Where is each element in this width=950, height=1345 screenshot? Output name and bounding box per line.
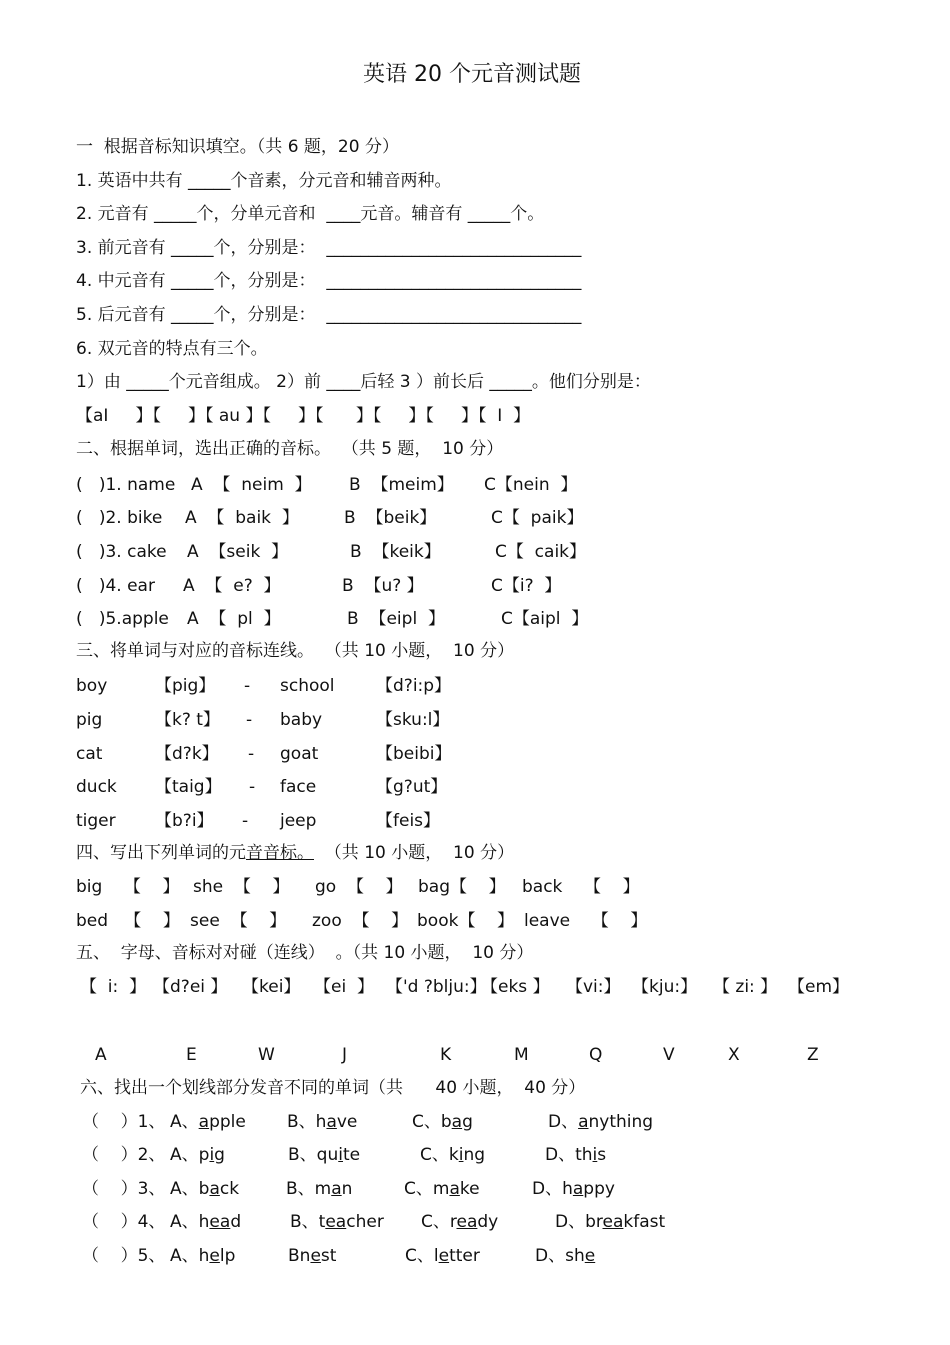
match-phonetic: 【b?i】 bbox=[155, 811, 214, 831]
option-letter: C、 bbox=[420, 1145, 449, 1165]
underlined-part: e bbox=[310, 1246, 321, 1266]
question-label: ( )2. bike bbox=[76, 508, 163, 528]
phonetic-item: 【eks 】 bbox=[481, 977, 550, 997]
match-phonetic: 【d?k】 bbox=[155, 744, 219, 764]
option-letter: A、 bbox=[170, 1179, 199, 1199]
letter-item: K bbox=[440, 1045, 452, 1065]
phonetic-item: 【'd ?blju:】 bbox=[386, 977, 487, 997]
question-1: 1. 英语中共有 _____个音素，分元音和辅音两种。 bbox=[76, 171, 452, 191]
letter-item: A bbox=[95, 1045, 107, 1065]
word-blank: bed 【 】 bbox=[76, 911, 180, 931]
option-letter: C、 bbox=[404, 1179, 433, 1199]
question-label: ( )3. cake bbox=[76, 542, 167, 562]
match-phonetic: 【g?ut】 bbox=[376, 777, 448, 797]
word-prefix: qu bbox=[316, 1145, 339, 1165]
word-suffix: kfast bbox=[623, 1212, 666, 1232]
underlined-part: ea bbox=[209, 1212, 231, 1232]
option-letter: B、 bbox=[287, 1112, 316, 1132]
match-dash: - bbox=[246, 710, 253, 730]
match-dash: - bbox=[244, 676, 251, 696]
word-suffix: ck bbox=[219, 1179, 240, 1199]
underlined-part: a bbox=[449, 1179, 460, 1199]
option-b: B 【keik】 bbox=[350, 542, 441, 562]
word-option bbox=[170, 1111, 246, 1133]
letter-item: J bbox=[342, 1045, 348, 1065]
match-dash: - bbox=[242, 811, 249, 831]
question-number: （ ）2、 bbox=[82, 1145, 166, 1165]
question-6: 6. 双元音的特点有三个。 bbox=[76, 339, 268, 359]
option-letter: B bbox=[288, 1246, 300, 1266]
option-b: B 【u? 】 bbox=[342, 576, 424, 596]
section1-heading: 一 根据音标知识填空。（共 6 题，20 分） bbox=[76, 137, 399, 157]
word-prefix: m bbox=[432, 1179, 450, 1199]
word-option bbox=[170, 1211, 241, 1233]
word-option bbox=[170, 1144, 225, 1166]
option-letter: A、 bbox=[170, 1145, 199, 1165]
word-suffix: ppy bbox=[583, 1179, 615, 1199]
word-blank: she 【 】 bbox=[193, 877, 290, 897]
match-phonetic: 【taig】 bbox=[155, 777, 222, 797]
word-suffix: dy bbox=[477, 1212, 499, 1232]
match-word: goat bbox=[280, 744, 319, 764]
word-suffix: st bbox=[320, 1246, 337, 1266]
match-word: school bbox=[280, 676, 335, 696]
match-word: face bbox=[280, 777, 317, 797]
word-suffix: g bbox=[214, 1145, 225, 1165]
word-option bbox=[290, 1211, 384, 1233]
question-6-detail: 1）由 _____个元音组成。 2）前 ____后轻 3 ）前长后 _____。他们分别是： bbox=[76, 372, 651, 392]
option-b: B 【eipl 】 bbox=[347, 609, 445, 629]
letter-item: X bbox=[728, 1045, 740, 1065]
match-word: tiger bbox=[76, 811, 116, 831]
match-word: duck bbox=[76, 777, 117, 797]
underlined-part: i bbox=[209, 1145, 215, 1165]
phonetic-item: 【ei 】 bbox=[314, 977, 374, 997]
option-a: A 【 baik 】 bbox=[185, 508, 299, 528]
question-4: 4. 中元音有 _____个，分别是： ______________________________ bbox=[76, 271, 582, 291]
word-option bbox=[532, 1178, 615, 1200]
word-suffix: nything bbox=[588, 1112, 654, 1132]
match-phonetic: 【feis】 bbox=[376, 811, 441, 831]
word-prefix: b bbox=[440, 1112, 452, 1132]
word-option bbox=[405, 1245, 480, 1267]
match-word: boy bbox=[76, 676, 108, 696]
word-prefix: n bbox=[299, 1246, 311, 1266]
phonetic-item: 【d?ei 】 bbox=[153, 977, 228, 997]
question-label: ( )5.apple bbox=[76, 609, 169, 629]
word-blank: book【 】 bbox=[417, 911, 515, 931]
word-blank: big 【 】 bbox=[76, 877, 180, 897]
phonetic-item: 【kei】 bbox=[242, 977, 301, 997]
underlined-part: ea bbox=[456, 1212, 478, 1232]
word-option bbox=[288, 1245, 336, 1267]
option-letter: D、 bbox=[548, 1112, 579, 1132]
phonetic-item: 【 i: 】 bbox=[80, 977, 147, 997]
word-option bbox=[535, 1245, 595, 1267]
match-dash: - bbox=[248, 744, 255, 764]
word-suffix: g bbox=[462, 1112, 473, 1132]
word-suffix: tter bbox=[449, 1246, 480, 1266]
word-option bbox=[545, 1144, 606, 1166]
letter-item: M bbox=[514, 1045, 529, 1065]
word-blank: leave 【 】 bbox=[524, 911, 648, 931]
option-letter: B、 bbox=[290, 1212, 319, 1232]
phonetic-item: 【em】 bbox=[788, 977, 850, 997]
word-prefix: k bbox=[448, 1145, 459, 1165]
word-suffix: n bbox=[341, 1179, 353, 1199]
word-option bbox=[555, 1211, 665, 1233]
question-label: ( )4. ear bbox=[76, 576, 155, 596]
word-suffix: pple bbox=[209, 1112, 246, 1132]
option-b: B 【meim】 bbox=[349, 475, 454, 495]
word-option bbox=[420, 1144, 485, 1166]
underlined-part: ea bbox=[325, 1212, 347, 1232]
word-blank: zoo 【 】 bbox=[312, 911, 409, 931]
section6-heading: 六、找出一个划线部分发音不同的单词（共 40 小题， 40 分） bbox=[80, 1078, 586, 1098]
option-c: C【aipl 】 bbox=[501, 609, 589, 629]
underlined-part: ea bbox=[602, 1212, 624, 1232]
match-phonetic: 【d?i:p】 bbox=[376, 676, 452, 696]
word-prefix: m bbox=[314, 1179, 332, 1199]
word-suffix: ng bbox=[463, 1145, 486, 1165]
option-letter: A、 bbox=[170, 1246, 199, 1266]
question-number: （ ）3、 bbox=[82, 1179, 166, 1199]
word-option bbox=[170, 1245, 235, 1267]
option-c: C【 caik】 bbox=[495, 542, 587, 562]
word-prefix: l bbox=[433, 1246, 439, 1266]
word-option bbox=[170, 1178, 239, 1200]
word-option bbox=[288, 1144, 360, 1166]
question-3: 3. 前元音有 _____个，分别是： ______________________________ bbox=[76, 238, 582, 258]
word-prefix: th bbox=[575, 1145, 593, 1165]
match-word: jeep bbox=[280, 811, 317, 831]
question-number: （ ）4、 bbox=[82, 1212, 166, 1232]
letter-item: Z bbox=[807, 1045, 819, 1065]
match-phonetic: 【sku:l】 bbox=[376, 710, 450, 730]
phonetic-item: 【 zi: 】 bbox=[713, 977, 778, 997]
option-letter: D、 bbox=[532, 1179, 563, 1199]
word-suffix: s bbox=[597, 1145, 607, 1165]
option-a: A 【 e? 】 bbox=[183, 576, 281, 596]
word-option bbox=[404, 1178, 480, 1200]
word-prefix: t bbox=[318, 1212, 326, 1232]
option-letter: C、 bbox=[421, 1212, 450, 1232]
match-phonetic: 【beibi】 bbox=[376, 744, 452, 764]
word-blank: go 【 】 bbox=[315, 877, 403, 897]
option-letter: A、 bbox=[170, 1112, 199, 1132]
section4-heading: 四、写出下列单词的元音音标。 （共 10 小题， 10 分） bbox=[76, 843, 515, 863]
match-phonetic: 【k? t】 bbox=[155, 710, 220, 730]
option-a: A 【 neim 】 bbox=[191, 475, 312, 495]
section3-heading: 三、将单词与对应的音标连线。 （共 10 小题， 10 分） bbox=[76, 641, 515, 661]
underlined-part: e bbox=[438, 1246, 450, 1266]
underlined-part: i bbox=[458, 1145, 464, 1165]
diphthong-brackets: 【aI 】【 】【 au 】【 】【 】【 】【 】【 I 】 bbox=[76, 406, 531, 426]
underlined-part: a bbox=[572, 1179, 584, 1199]
question-5: 5. 后元音有 _____个，分别是： ______________________________ bbox=[76, 305, 582, 325]
option-letter: B、 bbox=[288, 1145, 317, 1165]
word-prefix: h bbox=[562, 1179, 573, 1199]
word-prefix: p bbox=[198, 1145, 210, 1165]
word-prefix: b bbox=[198, 1179, 210, 1199]
match-word: pig bbox=[76, 710, 103, 730]
question-2: 2. 元音有 _____个，分单元音和 ____元音。辅音有 _____个。 bbox=[76, 204, 545, 224]
underlined-part: e bbox=[584, 1246, 596, 1266]
match-dash: - bbox=[249, 777, 256, 797]
letter-item: E bbox=[186, 1045, 197, 1065]
underlined-part: a bbox=[578, 1112, 589, 1132]
word-option bbox=[548, 1111, 653, 1133]
question-number: （ ）1、 bbox=[82, 1112, 166, 1132]
word-prefix: br bbox=[585, 1212, 603, 1232]
phonetic-item: 【vi:】 bbox=[566, 977, 621, 997]
match-word: cat bbox=[76, 744, 103, 764]
word-blank: see 【 】 bbox=[190, 911, 287, 931]
word-suffix: cher bbox=[346, 1212, 384, 1232]
word-option bbox=[286, 1178, 352, 1200]
option-letter: A、 bbox=[170, 1212, 199, 1232]
letter-item: Q bbox=[589, 1045, 603, 1065]
underlined-part: a bbox=[209, 1179, 220, 1199]
option-letter: D、 bbox=[535, 1246, 566, 1266]
underlined-part: a bbox=[331, 1179, 342, 1199]
option-letter: C、 bbox=[405, 1246, 434, 1266]
underlined-part: a bbox=[198, 1112, 210, 1132]
word-option bbox=[421, 1211, 498, 1233]
section2-heading: 二、根据单词，选出正确的音标。 （共 5 题， 10 分） bbox=[76, 439, 504, 459]
letter-item: V bbox=[663, 1045, 675, 1065]
letter-item: W bbox=[258, 1045, 275, 1065]
underlined-part: i bbox=[592, 1145, 598, 1165]
word-option bbox=[412, 1111, 473, 1133]
word-prefix: r bbox=[449, 1212, 457, 1232]
word-prefix: h bbox=[198, 1246, 210, 1266]
match-phonetic: 【pig】 bbox=[155, 676, 216, 696]
word-suffix: ve bbox=[336, 1112, 358, 1132]
word-option bbox=[287, 1111, 357, 1133]
page-title: 英语 20 个元音测试题 bbox=[363, 62, 581, 87]
word-prefix: h bbox=[198, 1212, 210, 1232]
option-letter: D、 bbox=[555, 1212, 586, 1232]
option-c: C【i? 】 bbox=[491, 576, 562, 596]
word-suffix: lp bbox=[219, 1246, 236, 1266]
option-b: B 【beik】 bbox=[344, 508, 437, 528]
option-letter: B、 bbox=[286, 1179, 315, 1199]
section5-heading: 五、 字母、音标对对碰（连线） 。（共 10 小题， 10 分） bbox=[76, 943, 534, 963]
option-a: A 【seik 】 bbox=[187, 542, 289, 562]
word-suffix: d bbox=[230, 1212, 242, 1232]
match-word: baby bbox=[280, 710, 323, 730]
option-c: C【nein 】 bbox=[484, 475, 578, 495]
word-blank: bag【 】 bbox=[418, 877, 506, 897]
option-letter: C、 bbox=[412, 1112, 441, 1132]
word-suffix: te bbox=[342, 1145, 361, 1165]
question-number: （ ）5、 bbox=[82, 1246, 166, 1266]
word-suffix: ke bbox=[459, 1179, 480, 1199]
phonetic-item: 【kju:】 bbox=[632, 977, 698, 997]
option-c: C【 paik】 bbox=[491, 508, 584, 528]
word-prefix: sh bbox=[565, 1246, 585, 1266]
underlined-part: e bbox=[209, 1246, 220, 1266]
underlined-part: a bbox=[326, 1112, 337, 1132]
word-prefix: h bbox=[315, 1112, 327, 1132]
question-label: ( )1. name bbox=[76, 475, 176, 495]
option-letter: D、 bbox=[545, 1145, 576, 1165]
option-a: A 【 pl 】 bbox=[187, 609, 281, 629]
underlined-part: a bbox=[451, 1112, 463, 1132]
word-blank: back 【 】 bbox=[522, 877, 640, 897]
underlined-part: i bbox=[338, 1145, 343, 1165]
